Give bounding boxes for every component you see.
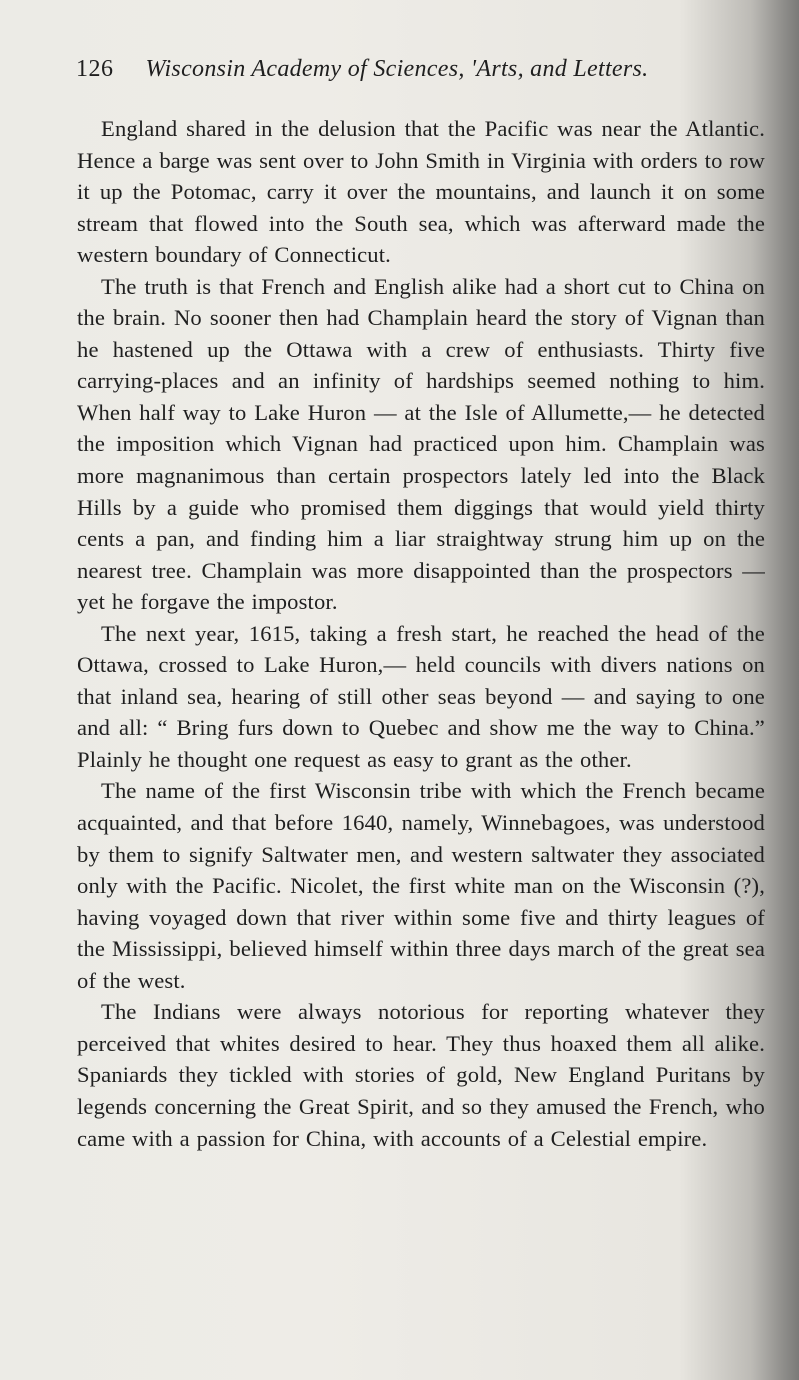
paragraph-indian-hoaxes: The Indians were always notorious for reporting whatever they perceived that whites desired to hear. They thus hoaxed them all alike. Spaniards they tickled with stories of gold, New England Puritans by legends concerning the Great Spirit, and so they amused the French, who came with a passion for China, with accounts of a Celestial empire. xyxy=(77,999,765,1151)
paragraph-winnebagoes: The name of the first Wisconsin tribe with which the French became acquainted, and that before 1640, namely, Winnebagoes, was understood by them to signify Saltwater men, and western saltwater they associated only with the Pacific. Nicolet, the first white man on the Wisconsin (?), having voyaged down that river within some five and thirty leagues of the Mississippi, believed himself within three days march of the great sea of the west. xyxy=(77,778,765,993)
journal-title: Wisconsin Academy of Sciences, 'Arts, and Letters. xyxy=(145,56,649,82)
body-text xyxy=(77,113,765,1154)
paragraph-lake-huron-1615: The next year, 1615, taking a fresh start, he reached the head of the Ottawa, crossed to Lake Huron,— held councils with divers nations on that inland sea, hearing of still other seas beyond — and saying to one and all: “ Bring furs down to Quebec and show me the way to China.” Plainly he thought one request as easy to grant as the other. xyxy=(77,620,765,772)
running-head xyxy=(76,56,716,92)
paragraph-pacific-delusion: England shared in the delusion that the Pacific was near the Atlantic. Hence a barge was sent over to John Smith in Virginia with orders to row it up the Potomac, carry it over the mountains, and launch it on some stream that flowed into the South sea, which was afterward made the western boundary of Connecticut. xyxy=(77,116,765,268)
paragraph-champlain-vignan: The truth is that French and English alike had a short cut to China on the brain. No sooner then had Champlain heard the story of Vignan than he hastened up the Ottawa with a crew of enthusiasts. Thirty five carrying-places and an infinity of hardships seemed nothing to him. When half way to Lake Huron — at the Isle of Allumette,— he detected the imposition which Vignan had practiced upon him. Champlain was more magnanimous than certain prospectors lately led into the Black Hills by a guide who promised them diggings that would yield thirty cents a pan, and finding him a liar straightway strung him up on the nearest tree. Champlain was more disappointed than the prospectors — yet he forgave the impostor. xyxy=(77,273,765,615)
page-number: 126 xyxy=(76,56,114,82)
